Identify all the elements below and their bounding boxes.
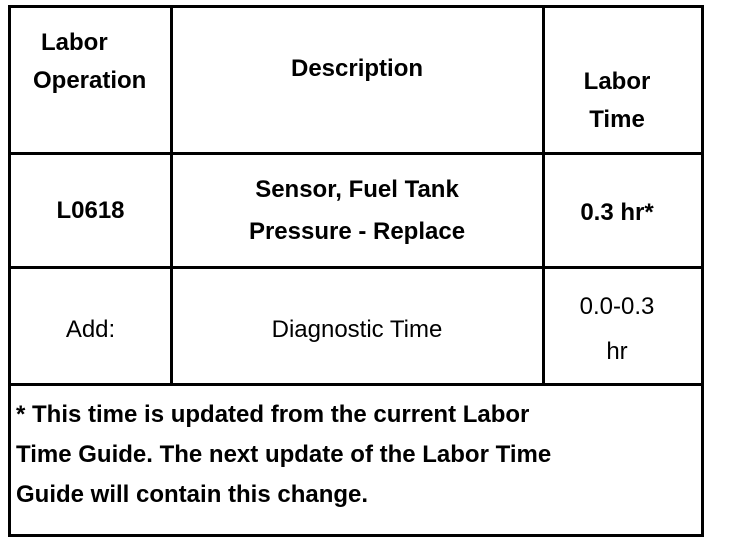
- row1-description-line1: Sensor, Fuel Tank: [255, 176, 459, 203]
- header-labor-operation-line2: Operation: [33, 67, 147, 94]
- row2-time-line2: hr: [606, 338, 628, 365]
- header-labor-time-line2: Time: [589, 106, 645, 133]
- header-labor-operation-line1: Labor: [41, 29, 108, 56]
- row1-operation: L0618: [56, 197, 125, 224]
- footnote: [16, 395, 676, 515]
- row2-time-line1: 0.0-0.3: [579, 293, 655, 320]
- row1-time: 0.3 hr*: [580, 199, 654, 226]
- row2-operation: Add:: [65, 316, 116, 343]
- footnote-line3: Guide will contain this change.: [16, 481, 369, 508]
- row-divider-2: [11, 266, 701, 269]
- header-labor-time-line1: Labor: [583, 68, 651, 95]
- footnote-line1: * This time is updated from the current Labor: [16, 401, 530, 428]
- row-divider-3: [11, 383, 701, 386]
- row-divider-1: [11, 152, 701, 155]
- footnote-line2: Time Guide. The next update of the Labor Time: [16, 441, 552, 468]
- row1-description-line2: Pressure - Replace: [248, 218, 466, 245]
- header-description: Description: [290, 55, 424, 82]
- row2-description: Diagnostic Time: [271, 316, 443, 343]
